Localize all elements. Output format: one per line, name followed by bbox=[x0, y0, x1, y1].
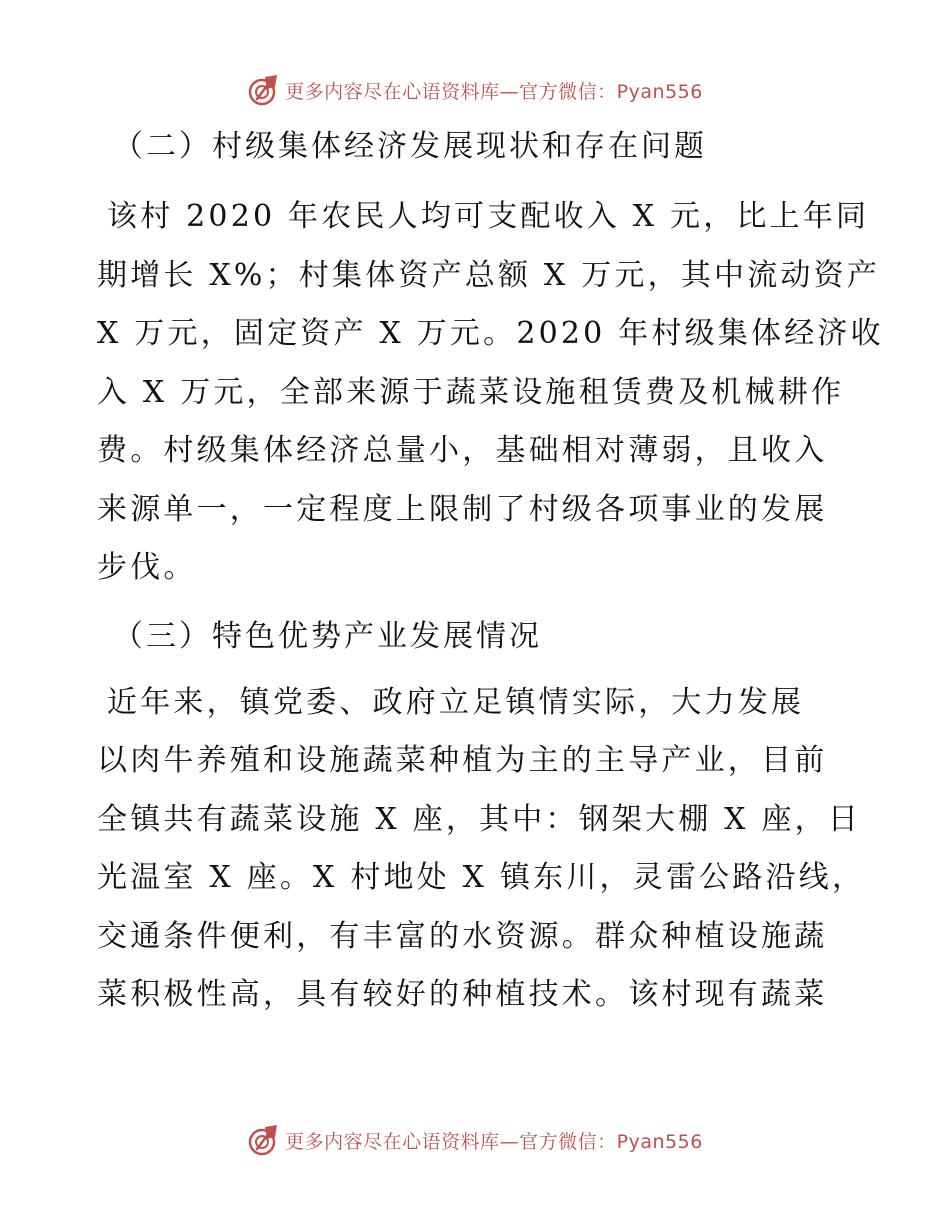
watermark-text: 更多内容尽在心语资料库—官方微信：Pyan556 bbox=[285, 80, 703, 103]
paragraph-line: 近年来，镇党委、政府立足镇情实际，大力发展 bbox=[107, 684, 805, 720]
watermark-banner-top bbox=[0, 70, 950, 110]
paragraph-line: 期增长 X%；村集体资产总额 X 万元，其中流动资产 bbox=[97, 257, 881, 293]
paragraph-line: 费。村级集体经济总量小，基础相对薄弱，且收入 bbox=[97, 433, 828, 468]
paragraph bbox=[97, 188, 884, 598]
pen-nib-logo-icon bbox=[247, 73, 281, 107]
watermark-text: 更多内容尽在心语资料库—官方微信：Pyan556 bbox=[285, 1130, 703, 1153]
document-body bbox=[97, 118, 884, 1025]
paragraph-line: X 万元，固定资产 X 万元。2020 年村级集体经济收 bbox=[97, 316, 884, 351]
paragraph-line: 全镇共有蔬菜设施 X 座，其中：钢架大棚 X 座，日 bbox=[97, 801, 862, 837]
section-heading: （二）村级集体经济发展现状和存在问题 bbox=[113, 129, 707, 164]
paragraph bbox=[97, 674, 866, 1025]
paragraph-line: 来源单一，一定程度上限制了村级各项事业的发展 bbox=[97, 491, 828, 527]
paragraph-line: 该村 2020 年农民人均可支配收入 X 元，比上年同 bbox=[107, 199, 870, 234]
watermark-banner-bottom bbox=[0, 1120, 950, 1160]
paragraph-line: 以肉牛养殖和设施蔬菜种植为主的主导产业，目前 bbox=[97, 743, 828, 778]
pen-nib-logo-icon bbox=[247, 1123, 281, 1157]
section-heading: （三）特色优势产业发展情况 bbox=[113, 618, 542, 654]
paragraph-line: 交通条件便利，有丰富的水资源。群众种植设施蔬 bbox=[97, 918, 828, 954]
paragraph-line: 光温室 X 座。X 村地处 X 镇东川，灵雷公路沿线， bbox=[97, 860, 866, 895]
paragraph-line: 步伐。 bbox=[97, 550, 197, 585]
paragraph-line: 菜积极性高，具有较好的种植技术。该村现有蔬菜 bbox=[97, 977, 828, 1012]
paragraph-line: 入 X 万元，全部来源于蔬菜设施租赁费及机械耕作 bbox=[97, 374, 845, 410]
